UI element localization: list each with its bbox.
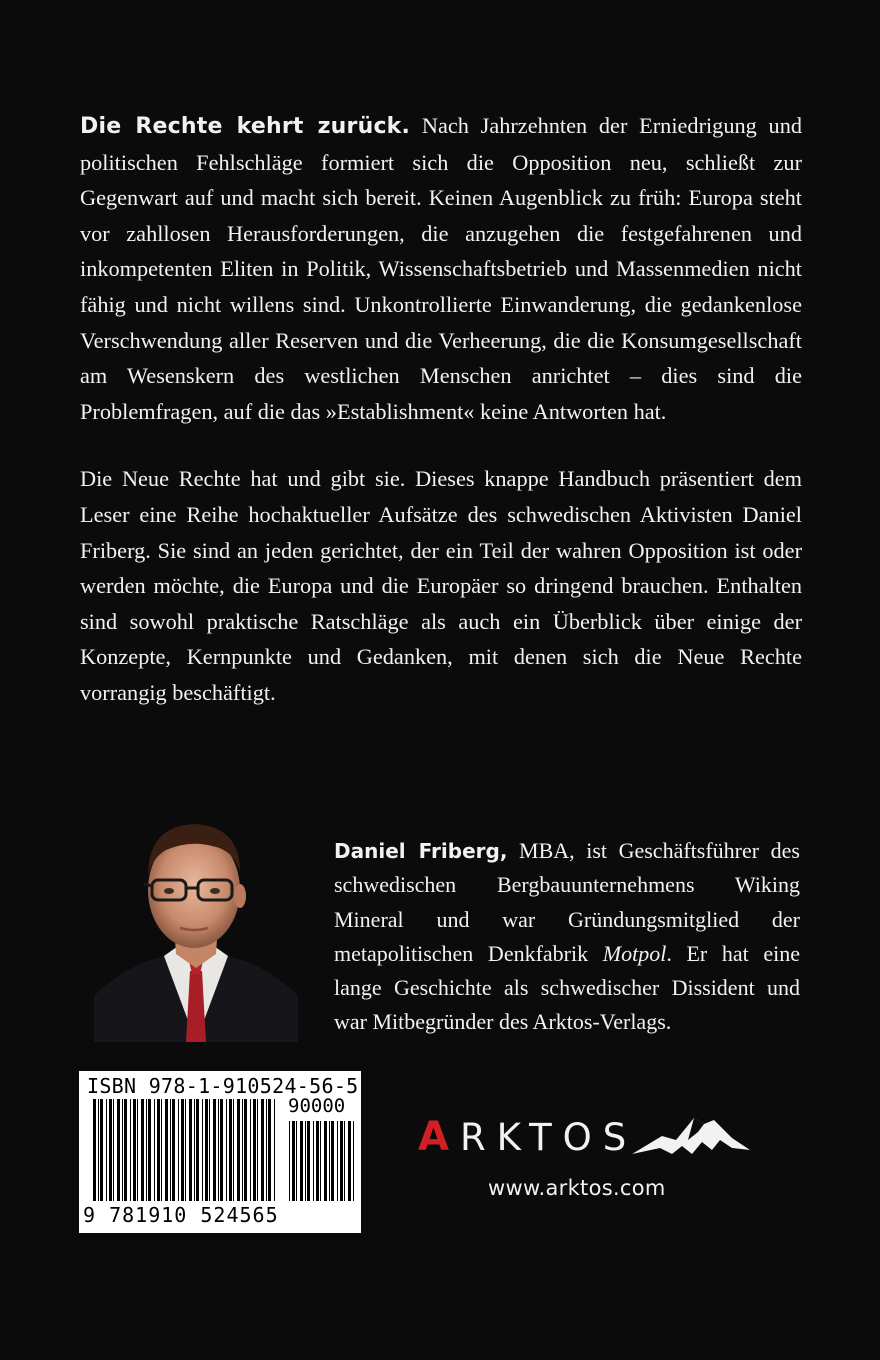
- author-portrait-image: [94, 806, 298, 1042]
- barcode-bar: [242, 1099, 243, 1201]
- barcode-bar: [337, 1121, 338, 1201]
- barcode-bar: [189, 1099, 192, 1201]
- barcode-bar: [250, 1099, 251, 1201]
- price-code: 90000: [288, 1095, 346, 1117]
- barcode-bar: [154, 1099, 155, 1201]
- barcode-bar: [353, 1121, 354, 1201]
- barcode-bar: [329, 1121, 330, 1201]
- barcode-bar: [141, 1099, 144, 1201]
- barcode-bar: [93, 1099, 96, 1201]
- author-bio-text-1: MBA, ist Geschäftsführer des schwedischen Bergbauunternehmens Wiking Mineral und war Gründungsmitglied der metapolitischen Denkfabrik: [334, 838, 800, 966]
- barcode-bar: [161, 1099, 162, 1201]
- ean-digits: 9 781910 524565: [83, 1203, 279, 1227]
- barcode-bar: [113, 1099, 114, 1201]
- barcode-bar: [253, 1099, 256, 1201]
- barcode-bar: [146, 1099, 147, 1201]
- barcode-bar: [196, 1099, 199, 1201]
- barcode-bar: [268, 1099, 271, 1201]
- barcode-bar: [137, 1099, 138, 1201]
- barcode-bar: [117, 1099, 120, 1201]
- barcode-bar: [130, 1099, 131, 1201]
- barcode-bar: [124, 1099, 127, 1201]
- blurb-lead: Die Rechte kehrt zurück.: [80, 114, 411, 139]
- back-cover-blurb: [80, 108, 802, 711]
- barcode-bar: [300, 1121, 303, 1201]
- barcode-bar: [109, 1099, 112, 1201]
- publisher-logo: [414, 1098, 754, 1160]
- barcode-bar: [205, 1099, 208, 1201]
- author-bio-italic: Motpol: [602, 940, 667, 966]
- barcode-bar: [274, 1099, 275, 1201]
- isbn-label: ISBN 978-1-910524-56-5: [87, 1074, 359, 1098]
- barcode-bar: [213, 1099, 216, 1201]
- barcode-bar: [218, 1099, 219, 1201]
- barcode-bar: [292, 1121, 295, 1201]
- barcode-bar: [237, 1099, 240, 1201]
- barcode-bar: [307, 1121, 310, 1201]
- barcode-bar: [202, 1099, 203, 1201]
- blurb-paragraph-1-text: Nach Jahrzehnten der Erniedrigung und politischen Fehlschläge formiert sich die Opposition neu, schließt zur Gegenwart auf und macht sich bereit. Keinen Augenblick zu früh: Europa steht vor zahllosen Herausforderungen, die anzugehen die festgefahrenen und inkompetenten Eliten in Politik, Wissenschaftsbetrieb und Massenmedien nicht fähig und nicht willens sind. Unkontrollierte Einwanderung, die gedankenlose Verschwendung aller Reserven und die Verheerung, die die Konsumgesellschaft am Wesenskern des westlichen Menschen anrichtet – dies sind die Problemfragen, auf die das »Establishment« keine Antworten hat.: [80, 113, 802, 424]
- barcode-bar: [331, 1121, 334, 1201]
- barcode-bar: [261, 1099, 264, 1201]
- barcode-bar: [226, 1099, 227, 1201]
- barcode-bar: [266, 1099, 267, 1201]
- barcode-bar: [229, 1099, 232, 1201]
- author-bio: [334, 834, 800, 1040]
- barcode-bar: [313, 1121, 314, 1201]
- barcode-bar: [170, 1099, 171, 1201]
- barcode-bar: [172, 1099, 175, 1201]
- author-photo: [94, 806, 298, 1042]
- barcode-bar: [122, 1099, 123, 1201]
- author-name: Daniel Friberg,: [334, 839, 508, 863]
- barcode-bar: [178, 1099, 179, 1201]
- barcode-bar: [185, 1099, 186, 1201]
- barcode-bar: [100, 1099, 103, 1201]
- barcode-bar: [165, 1099, 168, 1201]
- author-bio-text-2: . Er hat eine lange Geschichte als schwedischer Dissident und war Mitbegründer des Arktos-Verlags.: [334, 940, 800, 1035]
- barcode-bar: [181, 1099, 184, 1201]
- barcode-bar: [296, 1121, 297, 1201]
- publisher-website: www.arktos.com: [488, 1176, 666, 1200]
- barcode-bar: [98, 1099, 99, 1201]
- barcode-bar: [133, 1099, 136, 1201]
- blurb-paragraph-2: Die Neue Rechte hat und gibt sie. Dieses knappe Handbuch präsentiert dem Leser eine Reihe hochaktueller Aufsätze des schwedischen Aktivisten Daniel Friberg. Sie sind an jeden gerichtet, der ein Teil der wahren Opposition ist oder werden möchte, die Europa und die Europäer so dringend brauchen. Enthalten sind sowohl praktische Ratschläge als auch ein Überblick über einige der Konzepte, Kernpunkte und Gedanken, mit denen sich die Neue Rechte vorrangig beschäftigt.: [80, 466, 802, 705]
- barcode-bar: [348, 1121, 351, 1201]
- barcode-bar: [220, 1099, 223, 1201]
- barcode-bar: [233, 1099, 234, 1201]
- barcode-bar: [344, 1121, 345, 1201]
- publisher-name: [418, 1114, 637, 1160]
- barcode-bar: [106, 1099, 107, 1201]
- barcode-bar: [320, 1121, 321, 1201]
- barcode-bar: [157, 1099, 160, 1201]
- mountain-icon: [632, 1110, 750, 1158]
- barcode-bar: [316, 1121, 319, 1201]
- isbn-barcode: [79, 1071, 361, 1233]
- blurb-paragraph-1: [80, 108, 802, 429]
- barcode-bar: [324, 1121, 327, 1201]
- barcode-bar: [257, 1099, 258, 1201]
- barcode-bar: [209, 1099, 210, 1201]
- barcode-bar: [305, 1121, 306, 1201]
- barcode-bar: [289, 1121, 290, 1201]
- barcode-bar: [244, 1099, 247, 1201]
- barcode-bar: [194, 1099, 195, 1201]
- barcode-bar: [148, 1099, 151, 1201]
- publisher-name-rest: RKTOS: [459, 1116, 638, 1159]
- publisher-name-initial: A: [418, 1114, 460, 1160]
- barcode-bar: [340, 1121, 343, 1201]
